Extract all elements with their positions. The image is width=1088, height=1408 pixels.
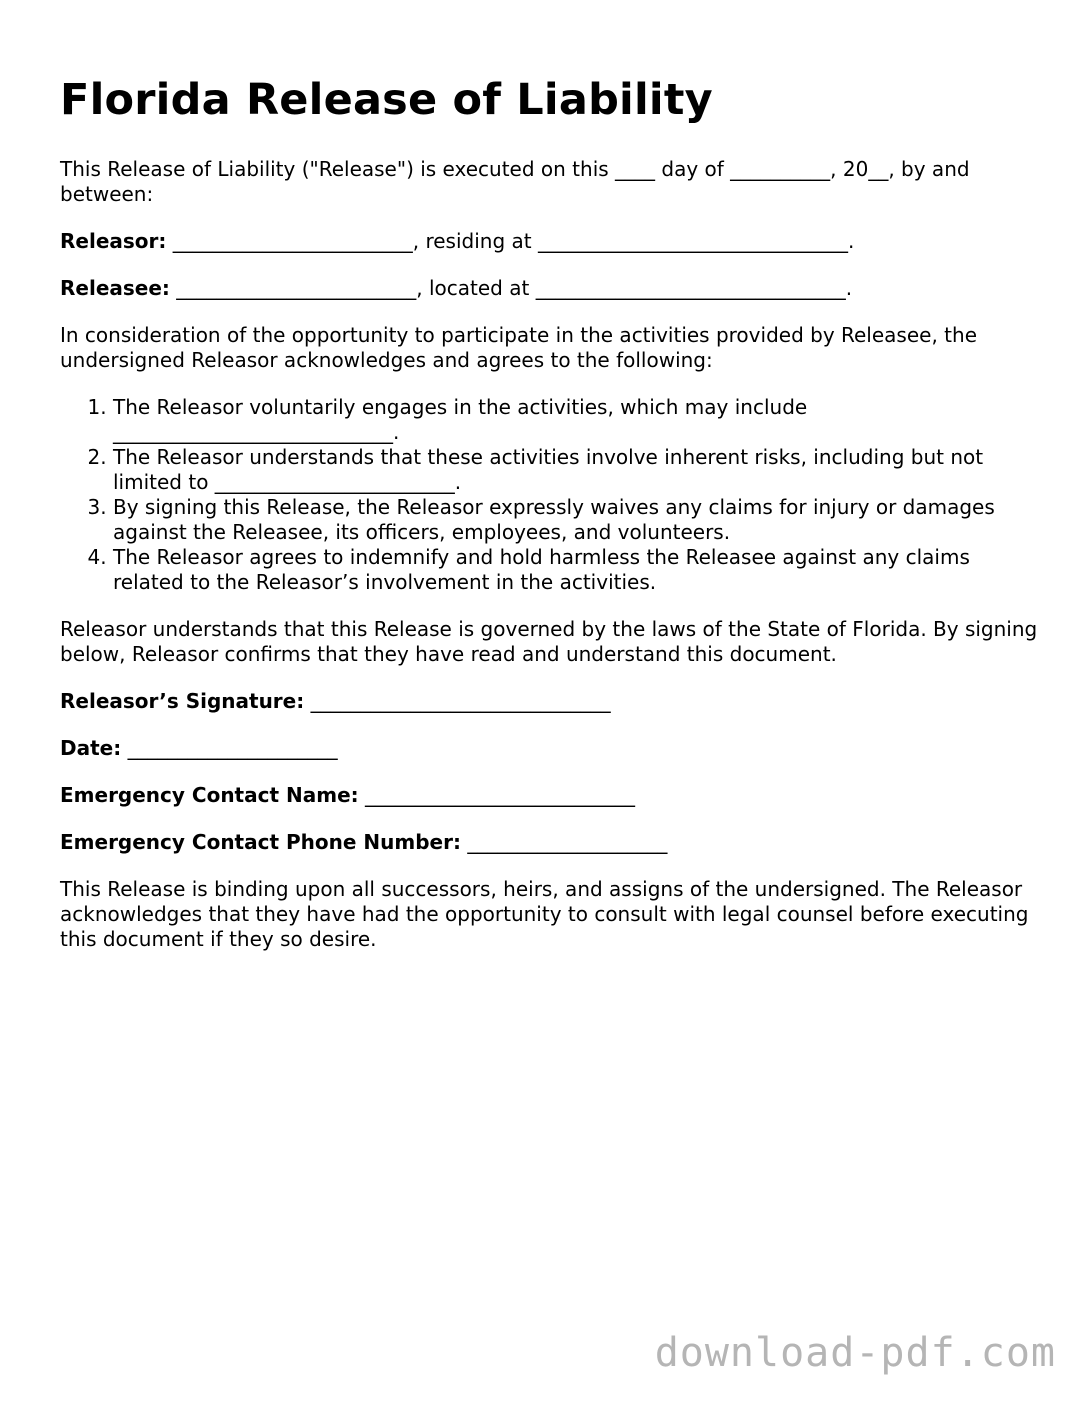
term-item-1: 1. The Releasor voluntarily engages in the activities, which may include ____________________________. [113,395,1040,445]
document-title: Florida Release of Liability [60,75,713,125]
releasee-fields: ________________________, located at _______________________________. [169,276,853,300]
terms-list [60,395,1040,595]
releasee-line [60,276,1040,301]
signature-blank: ______________________________ [304,689,611,713]
term-item-2: 2. The Releasor understands that these activities involve inherent risks, including but not limited to ________________________. [113,445,1040,495]
date-line [60,736,1040,761]
date-blank: _____________________ [121,736,338,760]
governing-law-paragraph: Releasor understands that this Release is governed by the laws of the State of Florida. By signing below, Releasor confirms that they have read and understand this document. [60,617,1038,666]
intro-paragraph: This Release of Liability ("Release") is executed on this ____ day of __________, 20__, by and between: [60,157,970,206]
releasor-line [60,229,1040,254]
emergency-contact-name-label: Emergency Contact Name: [60,783,359,807]
document-page [60,72,1040,974]
emergency-contact-name-line [60,783,1040,808]
date-label: Date: [60,736,122,760]
releasor-fields: ________________________, residing at _______________________________. [166,229,855,253]
closing-paragraph: This Release is binding upon all successors, heirs, and assigns of the undersigned. The Releasor acknowledges that they have had the opportunity to consult with legal counsel before executing this document if they so desire. [60,877,1029,951]
signature-line [60,689,1040,714]
releasor-label: Releasor: [60,229,167,253]
signature-label: Releasor’s Signature: [60,689,305,713]
releasee-label: Releasee: [60,276,170,300]
term-item-4: 4. The Releasor agrees to indemnify and hold harmless the Releasee against any claims related to the Releasor’s involvement in the activities. [113,545,1040,595]
term-item-3: 3. By signing this Release, the Releasor expressly waives any claims for injury or damages against the Releasee, its officers, employees, and volunteers. [113,495,1040,545]
watermark: download-pdf.com [654,1330,1056,1376]
emergency-contact-phone-label: Emergency Contact Phone Number: [60,830,461,854]
emergency-contact-name-blank: ___________________________ [358,783,635,807]
emergency-contact-phone-line [60,830,1040,855]
emergency-contact-phone-blank: ____________________ [460,830,668,854]
consideration-paragraph: In consideration of the opportunity to participate in the activities provided by Releasee, the undersigned Releasor acknowledges and agrees to the following: [60,323,977,372]
